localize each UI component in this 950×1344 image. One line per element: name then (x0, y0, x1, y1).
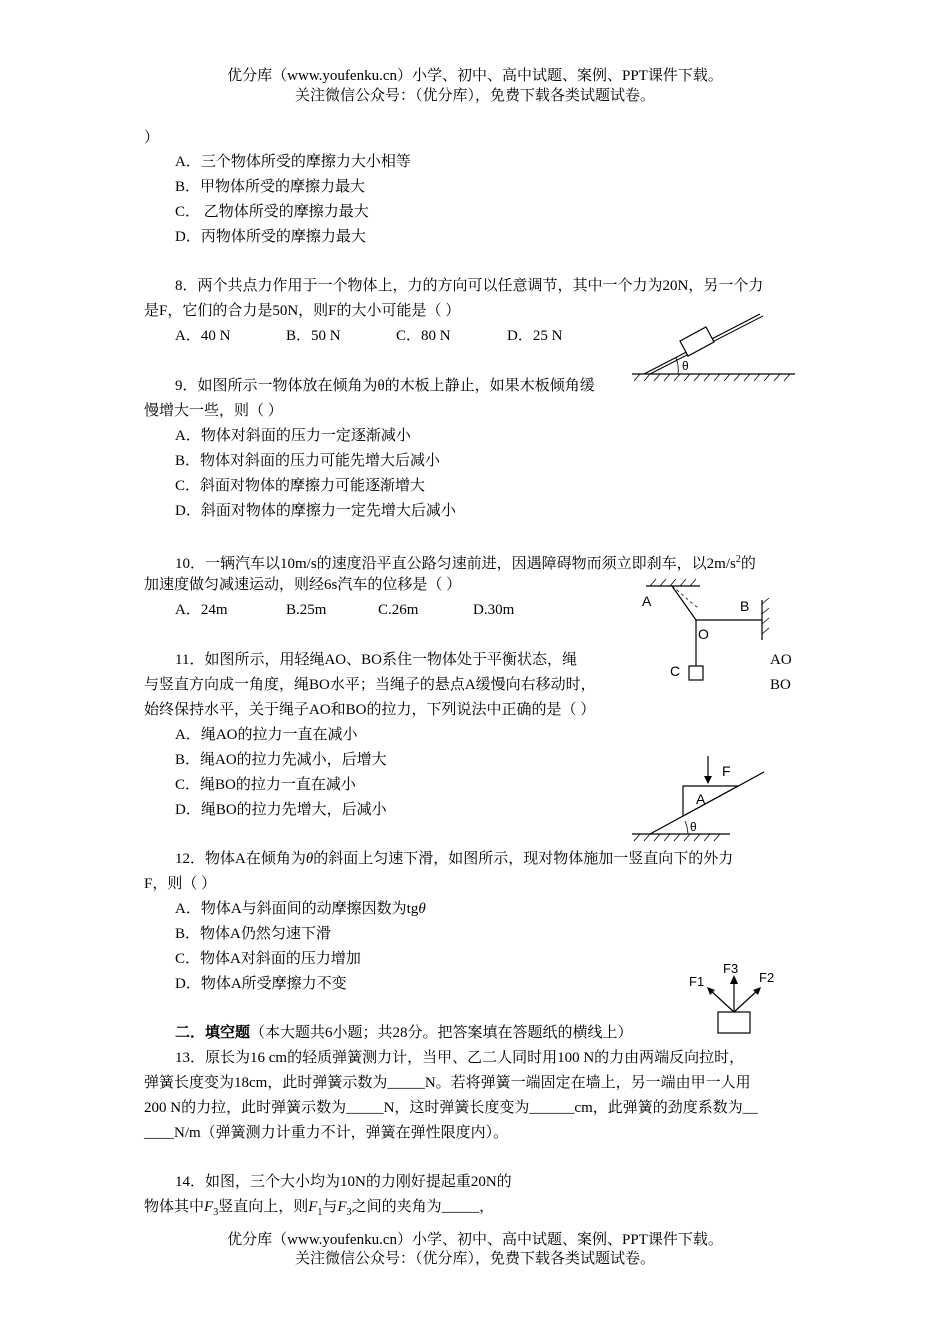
q7-option-b: B．甲物体所受的摩擦力最大 (175, 179, 366, 195)
q14-label-f2: F2 (759, 970, 775, 985)
q12-option-a-theta: θ (418, 901, 426, 917)
q13-line-2: 弹簧长度变为18cm，此时弹簧示数为_____N。若将弹簧一端固定在墙上，另一端由甲一人用 (144, 1075, 751, 1091)
q10-option-d: D.30m (473, 602, 515, 618)
q12-theta: θ (305, 851, 314, 867)
q8-option-d: D．25 N (507, 328, 563, 344)
q13-line-4: ____N/m（弹簧测力计重力不计，弹簧在弹性限度内）。 (144, 1125, 509, 1141)
q12-incline-figure (630, 750, 770, 845)
q8-option-b: B．50 N (286, 328, 341, 344)
q11-rope-figure (640, 578, 780, 688)
q14-f1: F (308, 1199, 318, 1215)
q10-line-1-end: 的 (740, 556, 756, 572)
q7-option-d: D．丙物体所受的摩擦力最大 (175, 229, 366, 245)
q11-option-d: D．绳BO的拉力先增大，后减小 (175, 802, 387, 818)
q12-option-a-text: A．物体A与斜面间的动摩擦因数为tg (175, 901, 419, 917)
q12-line-1-end: 的斜面上匀速下滑，如图所示，现对物体施加一竖直向下的外力 (313, 851, 734, 867)
q12-option-a (175, 899, 426, 919)
q7-tail: ） (144, 130, 160, 146)
q12-option-d: D．物体A所受摩擦力不变 (175, 976, 347, 992)
q9-option-a: A．物体对斜面的压力一定逐渐减小 (175, 428, 411, 444)
footer-line-2: 关注微信公众号：（优分库），免费下载各类试题试卷。 (294, 1251, 655, 1267)
q12-label-f: F (722, 763, 731, 779)
q11-line-1: 11．如图所示，用轻绳AO、BO系住一物体处于平衡状态，绳 (175, 652, 577, 668)
q7-option-a: A．三个物体所受的摩擦力大小相等 (175, 154, 411, 170)
header-line-1: 优分库（www.youfenku.cn）小学、初中、高中试题、案例、PPT课件下载。 (227, 68, 723, 84)
q14-f1-sub: 1 (317, 1207, 323, 1218)
section-2-title: 二．填空题 (175, 1025, 251, 1041)
q14-text-b: 竖直向上，则 (218, 1199, 309, 1215)
q14-f3-sub: 3 (213, 1207, 219, 1218)
q9-line-1: 9．如图所示一物体放在倾角为θ的木板上静止，如果木板倾角缓 (175, 378, 595, 394)
q9-option-b: B．物体对斜面的压力可能先增大后减小 (175, 453, 441, 469)
header-line-2: 关注微信公众号：（优分库），免费下载各类试题试卷。 (294, 88, 655, 104)
q12-line-1-text: 12．物体A在倾角为 (175, 851, 306, 867)
q11-line-1-right: AO (770, 652, 792, 668)
footer-line-1: 优分库（www.youfenku.cn）小学、初中、高中试题、案例、PPT课件下载。 (227, 1232, 723, 1248)
q12-label-theta: θ (690, 820, 697, 834)
section-2-heading (175, 1023, 633, 1043)
q11-line-3: 始终保持水平，关于绳子AO和BO的拉力，下列说法中正确的是（ ） (144, 702, 596, 718)
q11-label-b: B (740, 598, 750, 614)
q10-option-a: A．24m (175, 602, 228, 618)
q12-label-a: A (696, 791, 706, 807)
q11-line-2: 与竖直方向成一角度，绳BO水平；当绳子的悬点A缓慢向右移动时， (144, 677, 596, 693)
q14-f3b-sub: 3 (346, 1207, 352, 1218)
q9-line-2: 慢增大一些，则（ ） (144, 403, 283, 419)
q10-option-b: B.25m (286, 602, 327, 618)
q11-label-a: A (642, 593, 652, 609)
q14-f3: F (204, 1199, 214, 1215)
q12-block-a (683, 786, 738, 816)
q14-text-a: 物体其中 (144, 1199, 205, 1215)
q10-option-c: C.26m (378, 602, 419, 618)
q8-option-c: C．80 N (396, 328, 451, 344)
q14-line-1: 14．如图，三个大小均为10N的力刚好提起重20N的 (175, 1174, 512, 1190)
q10-line-1 (175, 550, 756, 574)
q11-option-c: C．绳BO的拉力一直在减小 (175, 777, 356, 793)
q8-option-a: A．40 N (175, 328, 231, 344)
q11-option-a: A．绳AO的拉力一直在减小 (175, 727, 358, 743)
q11-label-c: C (670, 663, 681, 679)
q12-line-2: F，则（ ） (144, 876, 217, 892)
q10-line-2: 加速度做匀减速运动，则经6s汽车的位移是（ ） (144, 577, 462, 593)
q9-option-d: D．斜面对物体的摩擦力一定先增大后减小 (175, 503, 456, 519)
q12-line-1 (175, 849, 733, 869)
section-2-note: （本大题共6小题；共28分。把答案填在答题纸的横线上） (250, 1025, 633, 1041)
q14-f3b: F (337, 1199, 347, 1215)
q9-incline-figure (630, 308, 800, 383)
q11-line-2-right: BO (770, 677, 791, 693)
q13-line-3: 200 N的力拉，此时弹簧示数为_____N，这时弹簧长度变为______cm，此弹簧的劲度系数为__ (144, 1100, 758, 1116)
q7-option-c: C． 乙物体所受的摩擦力最大 (175, 204, 369, 220)
q9-block (680, 327, 714, 356)
q11-option-b: B．绳AO的拉力先减小，后增大 (175, 752, 387, 768)
q11-label-o: O (698, 626, 709, 642)
q8-line-2: 是F，它们的合力是50N，则F的大小可能是（ ） (144, 303, 461, 319)
q14-line-2 (144, 1197, 494, 1223)
q10-line-1-text: 10．一辆汽车以10m/s的速度沿平直公路匀速前进，因遇障碍物而须立即刹车，以2m/s (175, 556, 736, 572)
q9-option-c: C．斜面对物体的摩擦力可能逐渐增大 (175, 478, 426, 494)
q14-label-f3: F3 (723, 961, 739, 976)
q14-forces-figure (685, 962, 785, 1037)
q14-text-d: 之间的夹角为_____， (351, 1199, 495, 1215)
q14-label-f1: F1 (689, 974, 705, 989)
q10-superscript: 2 (735, 554, 741, 565)
q12-option-c: C．物体A对斜面的压力增加 (175, 951, 361, 967)
q11-weight-block (689, 666, 703, 680)
q9-theta-label: θ (682, 359, 689, 373)
q14-text-c: 与 (322, 1199, 338, 1215)
q13-line-1: 13．原长为16 cm的轻质弹簧测力计，当甲、乙二人同时用100 N的力由两端反向拉时， (175, 1050, 745, 1066)
q8-line-1: 8．两个共点力作用于一个物体上，力的方向可以任意调节，其中一个力为20N，另一个力 (175, 278, 764, 294)
q12-option-b: B．物体A仍然匀速下滑 (175, 926, 331, 942)
q14-weight-block (718, 1012, 750, 1033)
